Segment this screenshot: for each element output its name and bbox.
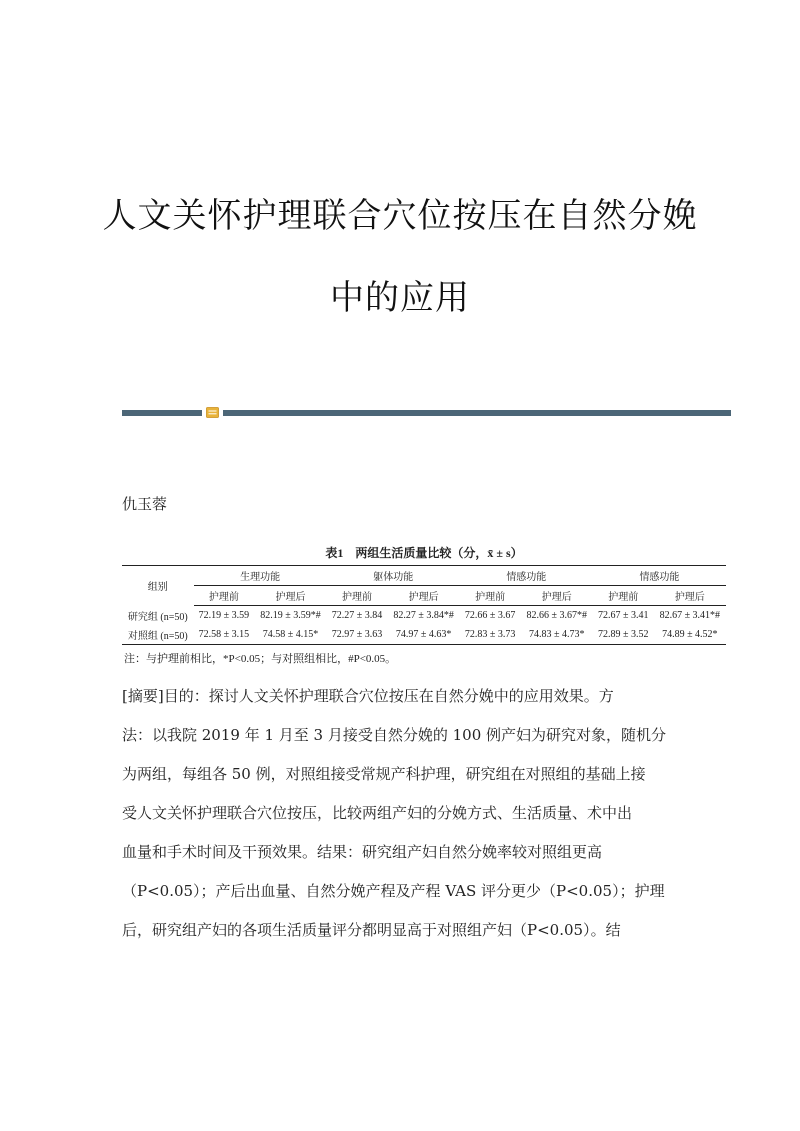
table-cell: 74.89 ± 4.52* xyxy=(654,625,726,645)
row-label: 研究组 (n=50) xyxy=(127,611,188,623)
group-header: 组别 xyxy=(122,566,194,606)
page-title-line-1: 人文关怀护理联合穴位按压在自然分娩 xyxy=(102,196,698,236)
table-note: 注：与护理前相比，*P<0.05；与对照组相比，#P<0.05。 xyxy=(124,652,397,665)
table-cell: 74.58 ± 4.15* xyxy=(254,625,326,645)
data-table xyxy=(122,565,726,645)
category-header: 情感功能 xyxy=(460,566,593,586)
abstract-line: 血量和手术时间及干预效果。结果：研究组产妇自然分娩率较对照组更高 xyxy=(122,843,603,861)
category-header: 生理功能 xyxy=(194,566,327,586)
quality-of-life-table xyxy=(122,544,726,666)
page-title-line-2: 中的应用 xyxy=(330,278,470,318)
abstract-line: （P<0.05）；产后出血量、自然分娩产程及产程 VAS 评分更少（P<0.05）；护理 xyxy=(122,882,665,900)
table-cell: 72.97 ± 3.63 xyxy=(327,625,388,645)
table-cell: 72.89 ± 3.52 xyxy=(593,625,654,645)
sub-header-before: 护理前 xyxy=(460,586,521,606)
table-cell: 72.66 ± 3.67 xyxy=(464,609,516,621)
abstract-line: 法：以我院 2019 年 1 月至 3 月接受自然分娩的 100 例产妇为研究对象，随机分 xyxy=(122,726,667,744)
table-cell: 72.58 ± 3.15 xyxy=(194,625,255,645)
abstract-line: 后，研究组产妇的各项生活质量评分都明显高于对照组产妇（P<0.05）。结 xyxy=(122,921,621,939)
sub-header-after: 护理后 xyxy=(254,586,326,606)
author-name: 仇玉蓉 xyxy=(122,495,168,513)
table-caption: 表1 两组生活质量比较（分，x̄ ± s） xyxy=(325,546,523,560)
table-cell: 72.83 ± 3.73 xyxy=(460,625,521,645)
sub-header-after: 护理后 xyxy=(387,586,459,606)
table-cell: 74.97 ± 4.63* xyxy=(387,625,459,645)
document-icon xyxy=(206,407,219,418)
category-header: 躯体功能 xyxy=(327,566,460,586)
sub-header-before: 护理前 xyxy=(194,586,255,606)
sub-header-after: 护理后 xyxy=(521,586,593,606)
divider-bar-left xyxy=(122,410,202,416)
sub-header-after: 护理后 xyxy=(654,586,726,606)
table-cell: 82.66 ± 3.67*# xyxy=(526,609,587,621)
table-cell: 82.19 ± 3.59*# xyxy=(260,609,321,621)
table-cell: 72.27 ± 3.84 xyxy=(331,609,383,621)
category-header: 情感功能 xyxy=(593,566,726,586)
abstract-paragraph xyxy=(122,677,682,950)
table-row xyxy=(122,625,726,645)
abstract-line: 为两组，每组各 50 例，对照组接受常规产科护理，研究组在对照组的基础上接 xyxy=(122,765,646,783)
sub-header-before: 护理前 xyxy=(327,586,388,606)
abstract-line: 受人文关怀护理联合穴位按压，比较两组产妇的分娩方式、生活质量、术中出 xyxy=(122,804,633,822)
table-row xyxy=(122,606,726,625)
table-cell: 82.27 ± 3.84*# xyxy=(393,609,454,621)
divider-bar-right xyxy=(223,410,731,416)
table-cell: 74.83 ± 4.73* xyxy=(521,625,593,645)
table-cell: 72.19 ± 3.59 xyxy=(198,609,250,621)
row-label: 对照组 (n=50) xyxy=(122,625,194,645)
table-cell: 72.67 ± 3.41 xyxy=(598,609,649,621)
table-cell: 82.67 ± 3.41*# xyxy=(659,609,721,621)
sub-header-before: 护理前 xyxy=(593,586,654,606)
abstract-line: [摘要]目的：探讨人文关怀护理联合穴位按压在自然分娩中的应用效果。方 xyxy=(122,687,614,705)
